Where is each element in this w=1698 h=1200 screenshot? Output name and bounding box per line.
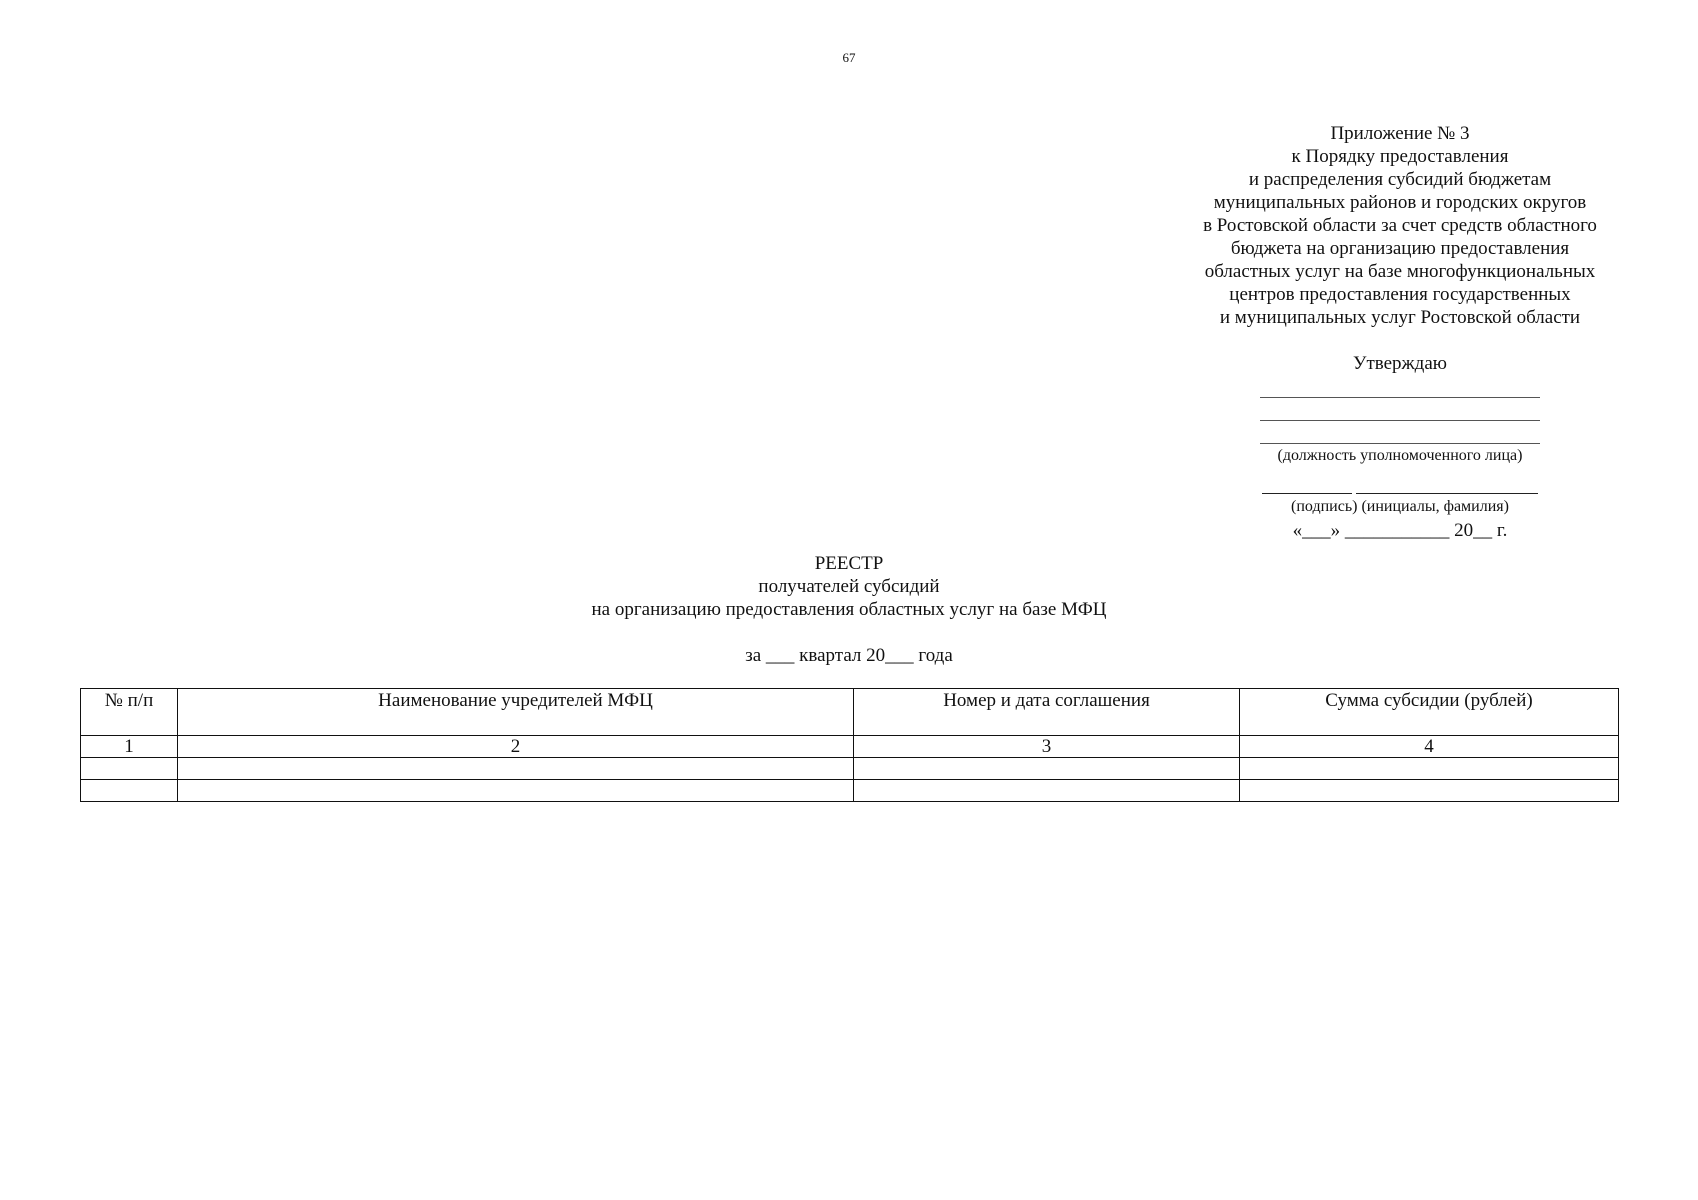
position-line-2 — [1260, 398, 1540, 421]
registry-table — [80, 688, 1619, 802]
table-cell — [178, 758, 854, 780]
header-founders: Наименование учредителей МФЦ — [178, 689, 854, 736]
numbering-row — [81, 736, 1619, 758]
table-cell — [1240, 758, 1619, 780]
register-subtitle-2: на организацию предоставления областных услуг на базе МФЦ — [591, 599, 1107, 620]
table-cell — [81, 758, 178, 780]
table-cell — [1240, 780, 1619, 802]
register-period: за ___ квартал 20___ года — [745, 645, 953, 666]
register-heading — [0, 552, 1698, 621]
table-cell — [854, 780, 1240, 802]
table-cell: 3 — [854, 736, 1240, 758]
appendix-line: муниципальных районов и городских округов — [1213, 192, 1587, 213]
appendix-block — [1170, 122, 1630, 329]
signature-caption: (подпись) (инициалы, фамилия) — [1291, 498, 1509, 515]
name-line — [1356, 476, 1538, 494]
approval-block — [1240, 352, 1560, 543]
header-amount: Сумма субсидии (рублей) — [1240, 689, 1619, 736]
table-cell — [81, 780, 178, 802]
table-cell: 1 — [81, 736, 178, 758]
register-subtitle: получателей субсидий — [758, 576, 940, 597]
appendix-line: в Ростовской области за счет средств областного — [1203, 215, 1597, 236]
appendix-line: к Порядку предоставления — [1291, 146, 1509, 167]
table-cell — [854, 758, 1240, 780]
page-number: 67 — [842, 50, 856, 65]
header-agreement: Номер и дата соглашения — [854, 689, 1240, 736]
appendix-line: областных услуг на базе многофункциональных — [1204, 261, 1596, 282]
table-cell: 4 — [1240, 736, 1619, 758]
table-cell — [178, 780, 854, 802]
table-header-row — [81, 689, 1619, 736]
approval-date-line: «___» ___________ 20__ г. — [1292, 520, 1508, 541]
position-line-1 — [1260, 375, 1540, 398]
appendix-line: Приложение № 3 — [1330, 123, 1470, 144]
position-line-3 — [1260, 421, 1540, 444]
appendix-line: и распределения субсидий бюджетам — [1248, 169, 1552, 190]
approval-title: Утверждаю — [1353, 353, 1447, 374]
signature-lines — [1240, 476, 1560, 494]
appendix-line: бюджета на организацию предоставления — [1230, 238, 1570, 259]
appendix-line: и муниципальных услуг Ростовской области — [1219, 307, 1581, 328]
signature-line — [1262, 476, 1352, 494]
table-row — [81, 758, 1619, 780]
table-row — [81, 780, 1619, 802]
table-cell: 2 — [178, 736, 854, 758]
position-caption: (должность уполномоченного лица) — [1277, 447, 1523, 464]
register-title: РЕЕСТР — [814, 553, 884, 574]
header-number: № п/п — [81, 689, 178, 736]
appendix-line: центров предоставления государственных — [1229, 284, 1571, 305]
